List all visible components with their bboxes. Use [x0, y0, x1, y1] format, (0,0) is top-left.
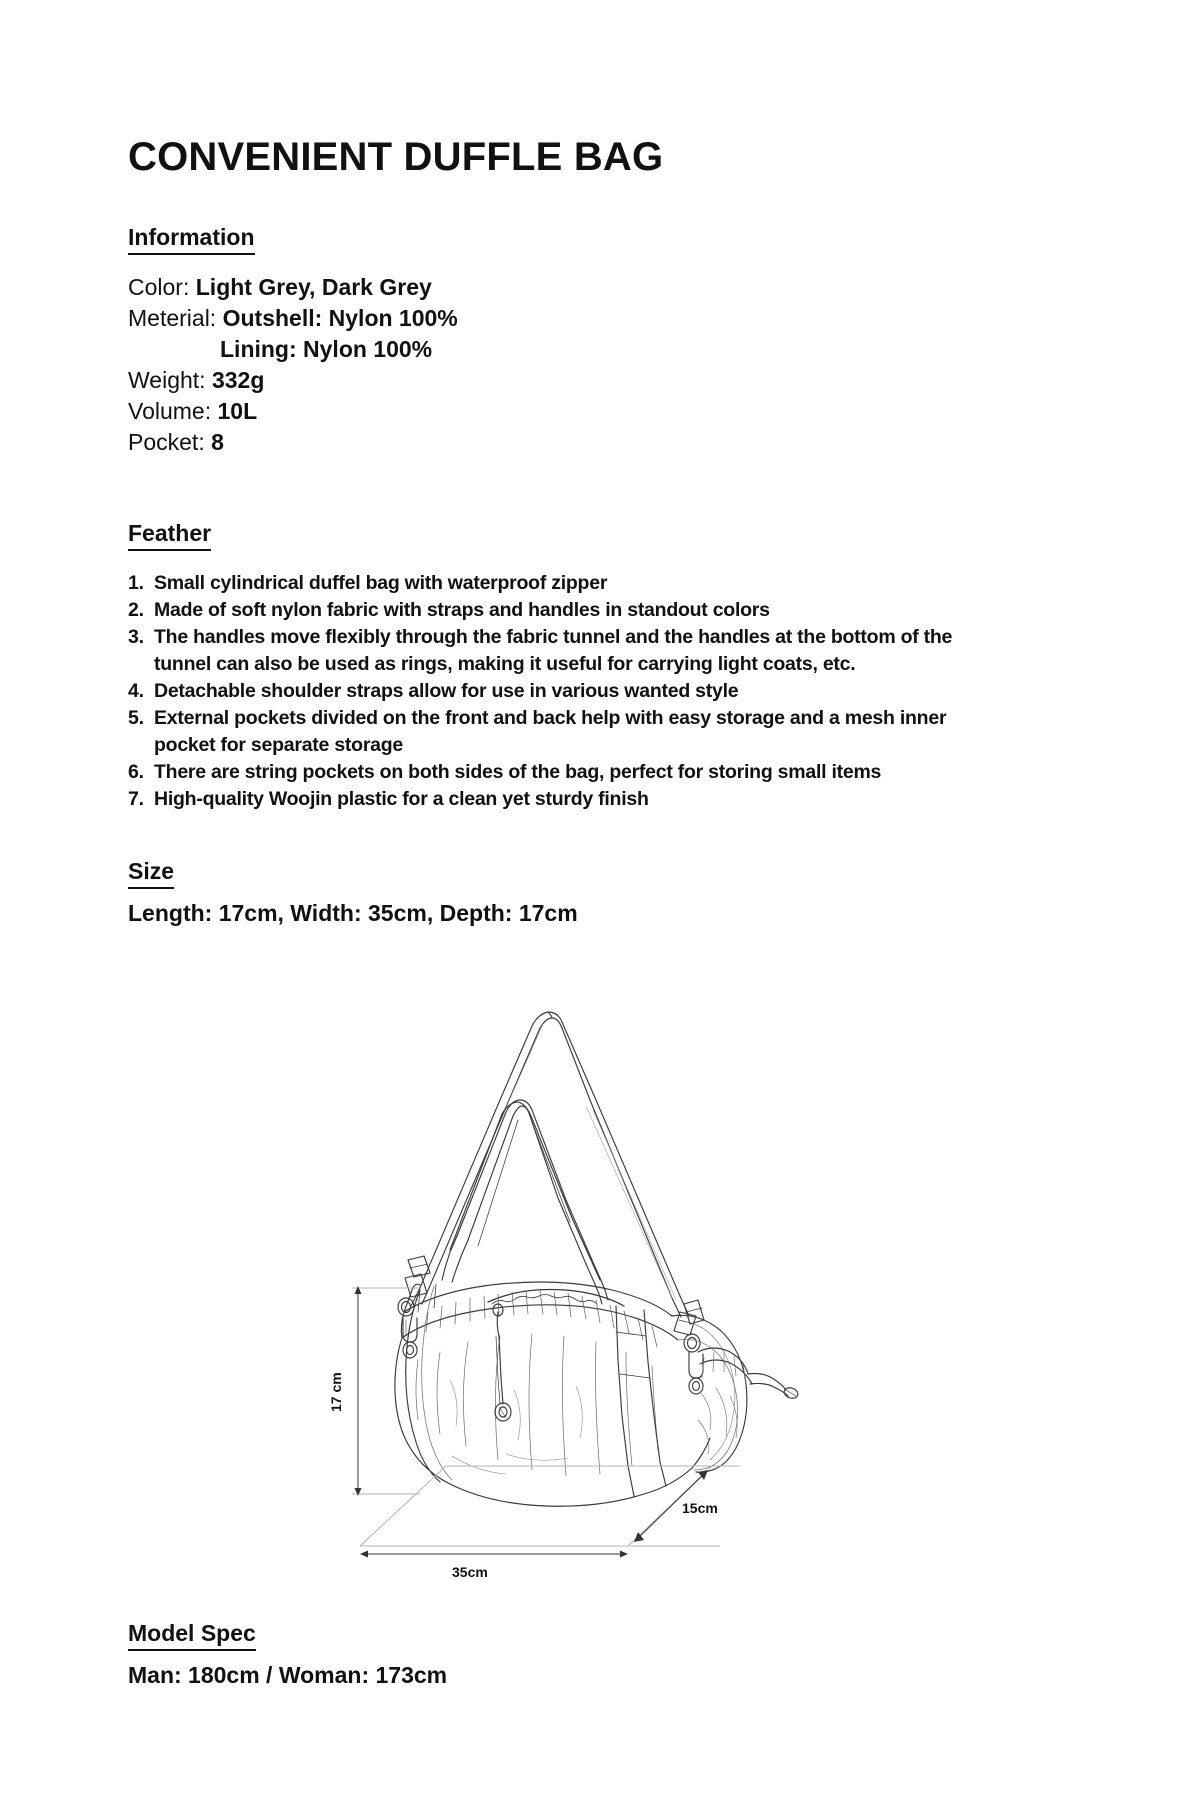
info-row-volume — [128, 396, 828, 427]
list-item — [128, 759, 1008, 786]
info-value: 332g — [211, 367, 265, 393]
info-value: Lining: Nylon 100% — [220, 336, 433, 362]
info-value: 10L — [217, 398, 258, 424]
info-label: Volume: — [128, 398, 212, 424]
list-item — [128, 624, 1008, 678]
info-value: Outshell: Nylon 100% — [222, 305, 458, 331]
info-row-color — [128, 272, 828, 303]
feather-section-heading: Feather — [128, 520, 211, 551]
list-item-number: 2. — [128, 599, 144, 621]
info-row-material-lining — [128, 334, 828, 365]
dimension-label-depth: 15cm — [682, 1500, 718, 1516]
dimension-label-width: 35cm — [452, 1564, 488, 1580]
size-value: Length: 17cm, Width: 35cm, Depth: 17cm — [128, 900, 578, 926]
list-item — [128, 678, 1008, 705]
info-label: Color: — [128, 274, 190, 300]
info-label: Weight: — [128, 367, 206, 393]
info-row-material — [128, 303, 828, 334]
information-section-heading: Information — [128, 224, 255, 255]
size-section-heading: Size — [128, 858, 174, 889]
list-item-number: 5. — [128, 707, 144, 729]
list-item-number: 1. — [128, 572, 144, 594]
list-item-number: 6. — [128, 761, 144, 783]
list-item-text: Made of soft nylon fabric with straps and handles in standout colors — [154, 599, 770, 621]
list-item-text: Detachable shoulder straps allow for use in various wanted style — [154, 680, 739, 702]
list-item — [128, 570, 1008, 597]
info-row-weight — [128, 365, 828, 396]
model-spec-section-heading: Model Spec — [128, 1620, 256, 1651]
duffle-bag-technical-drawing — [300, 960, 920, 1560]
list-item-text: The handles move flexibly through the fabric tunnel and the handles at the bottom of the tunnel can also be used as rings, making it useful for carrying light coats, etc. — [154, 626, 953, 675]
info-value: 8 — [211, 429, 224, 455]
duffle-bag-illustration — [300, 960, 920, 1580]
list-item — [128, 786, 1008, 813]
information-list — [128, 272, 828, 458]
info-row-pocket — [128, 427, 828, 458]
list-item-text: External pockets divided on the front and back help with easy storage and a mesh inner pocket for separate storage — [154, 707, 947, 756]
list-item — [128, 597, 1008, 624]
list-item-text: Small cylindrical duffel bag with waterproof zipper — [154, 572, 608, 594]
list-item-text: There are string pockets on both sides of the bag, perfect for storing small items — [154, 761, 882, 783]
page-title: CONVENIENT DUFFLE BAG — [128, 134, 664, 179]
info-label: Meterial: — [128, 305, 217, 331]
list-item-number: 4. — [128, 680, 144, 702]
dimension-label-height: 17 cm — [328, 1372, 344, 1412]
list-item — [128, 705, 1008, 759]
info-label: Pocket: — [128, 429, 205, 455]
feather-list — [128, 570, 1008, 813]
model-spec-value: Man: 180cm / Woman: 173cm — [128, 1662, 448, 1688]
info-value: Light Grey, Dark Grey — [195, 274, 432, 300]
list-item-number: 7. — [128, 788, 144, 810]
list-item-text: High-quality Woojin plastic for a clean yet sturdy finish — [154, 788, 649, 810]
list-item-number: 3. — [128, 626, 144, 648]
